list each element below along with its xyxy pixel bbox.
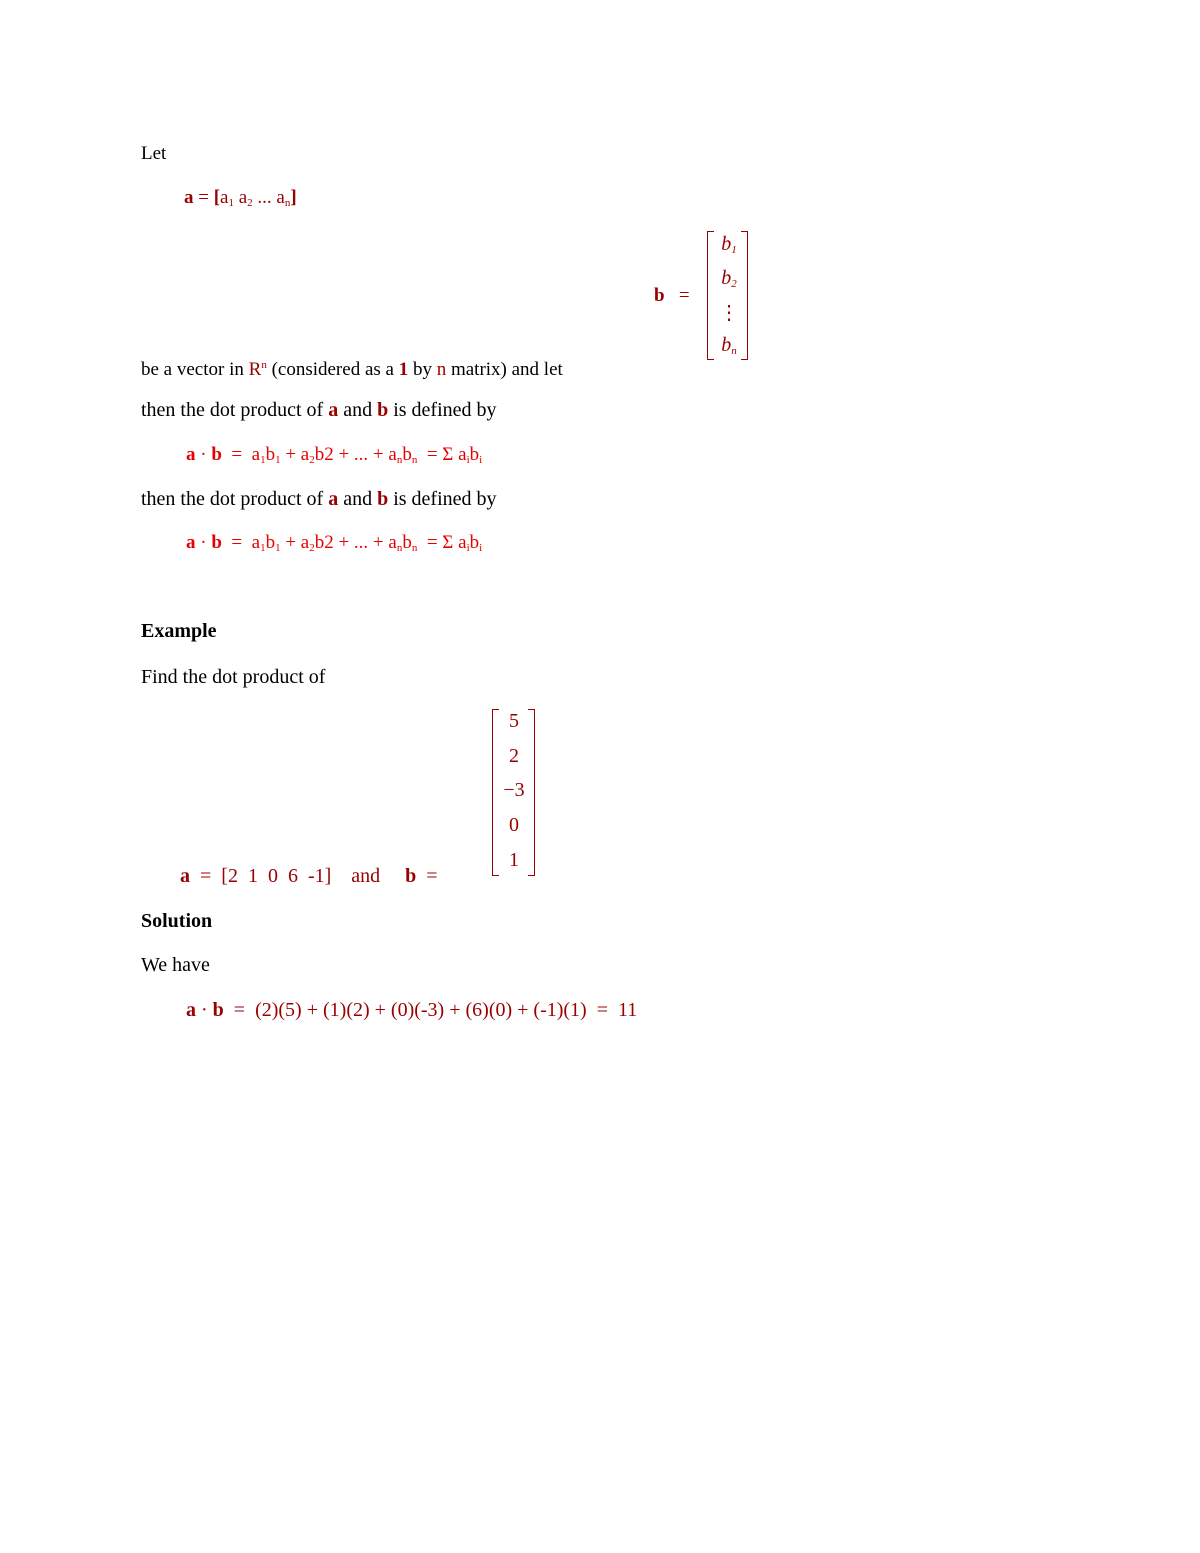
subscript: i (466, 454, 470, 466)
term: b (402, 444, 412, 465)
n-superscript: n (261, 359, 267, 371)
term: b (469, 444, 480, 465)
text-run: by (408, 359, 437, 380)
subscript: i (479, 542, 483, 554)
dot-operator: · (201, 999, 208, 1021)
a-symbol: a (328, 488, 339, 510)
term: b2 + ... + a (314, 444, 397, 465)
subscript: 2 (309, 454, 315, 466)
b-definition-lhs (654, 285, 690, 307)
a-symbol: a (186, 532, 196, 553)
equals-sign: = (596, 999, 608, 1021)
term: + a (280, 532, 310, 553)
dot-product-formula (186, 444, 482, 471)
subscript: n (396, 542, 403, 554)
subscript: 1 (275, 542, 281, 554)
a-symbol: a (328, 399, 339, 421)
b-matrix-entry: $b_2$ (721, 267, 737, 290)
b-symbol: b (211, 532, 222, 553)
example-b-left-bracket (492, 709, 499, 876)
term: b (265, 444, 276, 465)
r-symbol: R (248, 359, 262, 380)
n-symbol: n (436, 359, 447, 380)
b-matrix-entry: ⋮ (719, 302, 739, 324)
text-run: matrix) and let (446, 359, 563, 380)
a2-term: a (238, 187, 248, 208)
example-b-entry: 2 (509, 745, 519, 767)
text-run: then the dot product of (141, 399, 329, 421)
example-b-right-bracket (528, 709, 535, 876)
solution-result: 11 (618, 999, 638, 1021)
a-symbol: a (186, 999, 196, 1021)
equals-sign: = (233, 999, 246, 1021)
ellipsis: ... (257, 187, 272, 208)
term: b (402, 532, 412, 553)
summation: = Σ a (426, 444, 467, 465)
a-definition (184, 187, 297, 214)
a-symbol: a (184, 187, 194, 208)
b-matrix-left-bracket (707, 231, 714, 360)
text-run: is defined by (388, 488, 497, 510)
b-symbol: b (377, 488, 389, 510)
a-symbol: a (180, 865, 190, 887)
solution-expression: (2)(5) + (1)(2) + (0)(-3) + (6)(0) + (-1)(1) (255, 999, 587, 1021)
b-matrix-entry: $b_1$ (721, 233, 737, 256)
a2-subscript: 2 (247, 197, 253, 209)
subscript: n (411, 454, 418, 466)
definition-sentence (141, 487, 497, 511)
example-b-entry: 1 (509, 849, 519, 871)
equals-sign: = (200, 865, 212, 887)
solution-formula (186, 999, 637, 1022)
a-vector: [2 1 0 6 -1] (221, 865, 332, 887)
term: b (265, 532, 276, 553)
close-bracket: ] (290, 187, 297, 208)
subscript: 1 (260, 542, 266, 554)
equals-sign: = (231, 444, 243, 465)
text-run: be a vector in (141, 359, 249, 380)
b-matrix-entry: $b_n$ (721, 334, 737, 357)
a1-subscript: 1 (228, 197, 234, 209)
term: b (469, 532, 480, 553)
term: + a (280, 444, 310, 465)
equals-sign: = (678, 285, 690, 306)
text-run: (considered as a (266, 359, 399, 380)
subscript: 1 (275, 454, 281, 466)
subscript: n (411, 542, 418, 554)
dot-product-formula (186, 532, 482, 559)
example-b-entry: −3 (503, 779, 525, 801)
definition-sentence (141, 398, 497, 422)
example-prompt: Find the dot product of (141, 666, 326, 688)
example-b-entry: 5 (509, 710, 519, 732)
vector-description (141, 354, 563, 381)
example-b-entry: 0 (509, 814, 519, 836)
b-matrix-right-bracket (741, 231, 748, 360)
subscript: i (466, 542, 470, 554)
text-run: and (338, 488, 378, 510)
b-symbol: b (405, 865, 417, 887)
b-symbol: b (211, 444, 222, 465)
text-run: and (338, 399, 378, 421)
b-symbol: b (654, 285, 665, 306)
b-symbol: b (377, 399, 389, 421)
dot-operator: · (200, 444, 207, 465)
equals-sign: = (231, 532, 243, 553)
dot-operator: · (200, 532, 207, 553)
a-symbol: a (186, 444, 196, 465)
term: a (251, 532, 261, 553)
example-heading: Example (141, 620, 217, 642)
b-symbol: b (212, 999, 224, 1021)
subscript: 1 (260, 454, 266, 466)
subscript: 2 (309, 542, 315, 554)
example-vectors (180, 865, 438, 888)
an-term: a (276, 187, 285, 208)
and-word: and (351, 865, 381, 887)
equals-sign: = (198, 187, 209, 208)
solution-intro: We have (141, 954, 210, 976)
equals-sign: = (426, 865, 438, 887)
one-symbol: 1 (398, 359, 409, 380)
open-bracket: [ (213, 187, 221, 208)
summation: = Σ a (426, 532, 467, 553)
text-run: is defined by (388, 399, 497, 421)
an-subscript: n (284, 197, 291, 209)
term: b2 + ... + a (314, 532, 397, 553)
a1-term: a (220, 187, 229, 208)
subscript: i (479, 454, 483, 466)
solution-heading: Solution (141, 910, 213, 932)
term: a (251, 444, 261, 465)
text-run: then the dot product of (141, 488, 329, 510)
let-text: Let (141, 143, 167, 164)
subscript: n (396, 454, 403, 466)
